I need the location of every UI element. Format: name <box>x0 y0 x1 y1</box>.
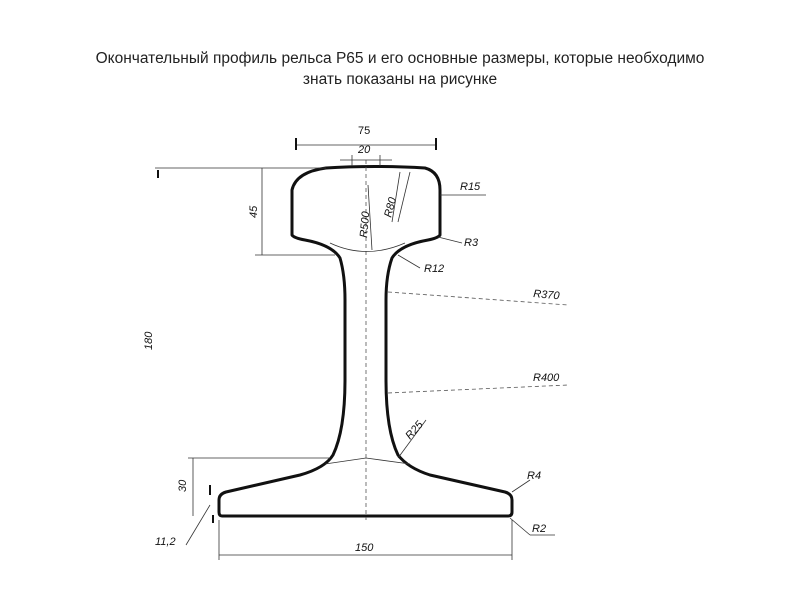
r500-label: R500 <box>358 211 373 239</box>
r2-label: R2 <box>532 523 547 535</box>
dim-45-label: 45 <box>248 205 260 218</box>
r25-label: R25 <box>403 418 426 443</box>
r3-leader <box>438 237 462 243</box>
title-line-2: знать показаны на рисунке <box>302 71 498 88</box>
base-junction-lines <box>325 458 410 464</box>
dim-20-label: 20 <box>358 144 371 156</box>
dim-75-label: 75 <box>358 125 371 137</box>
dim-180-label: 180 <box>143 331 155 350</box>
dim-150-label: 150 <box>355 542 374 554</box>
r80-leader-2 <box>398 172 410 222</box>
r15-label: R15 <box>460 181 481 193</box>
head-junction-arc <box>330 243 405 252</box>
r2-leader <box>510 518 530 535</box>
r370-label: R370 <box>532 288 560 303</box>
dim-30-label: 30 <box>177 479 189 492</box>
r3-label: R3 <box>464 237 479 249</box>
title-line-1: Окончательный профиль рельса Р65 и его основные размеры, которые необходимо <box>95 50 705 67</box>
dim-11-2-label: 11,2 <box>155 536 176 548</box>
r80-label: R80 <box>382 196 400 219</box>
r400-leader <box>388 385 568 393</box>
r4-label: R4 <box>527 470 542 482</box>
dim-11-2-leader <box>186 505 210 545</box>
r12-leader <box>398 255 420 268</box>
r12-label: R12 <box>424 263 445 275</box>
r400-label: R400 <box>533 372 560 384</box>
